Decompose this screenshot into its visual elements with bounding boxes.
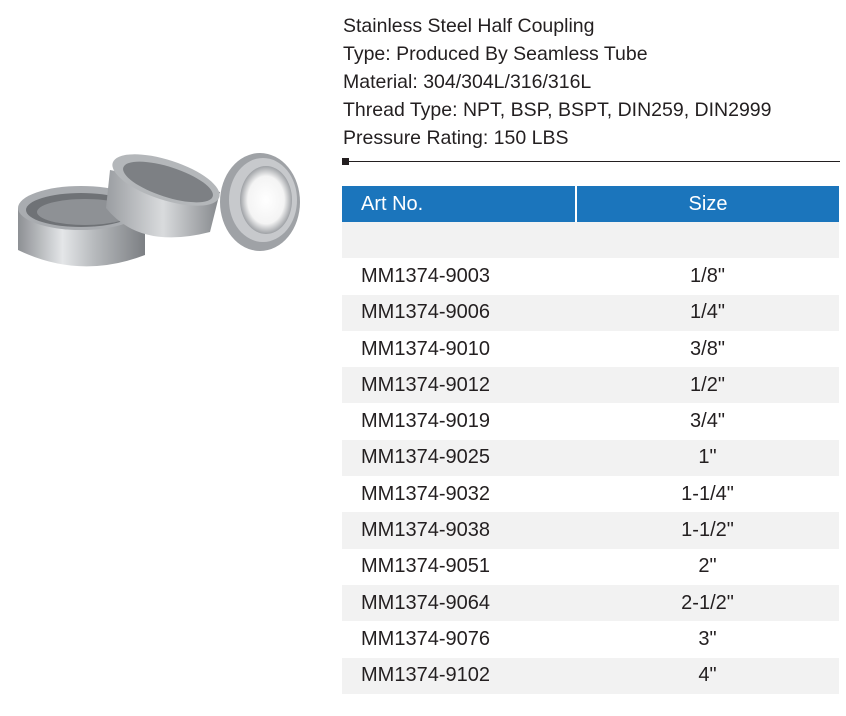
cell-art-no: MM1374-9076 [342, 621, 576, 657]
cell-size: 4" [576, 658, 839, 694]
cell-art-no: MM1374-9064 [342, 585, 576, 621]
cell-size: 1/4" [576, 295, 839, 331]
cell-art-no: MM1374-9032 [342, 476, 576, 512]
cell-size: 1/8" [576, 258, 839, 294]
header-art-no: Art No. [342, 186, 576, 222]
coupling-small [220, 153, 300, 251]
cell-size: 2" [576, 549, 839, 585]
product-title: Stainless Steel Half Coupling [343, 15, 595, 37]
product-thread-type: Thread Type: NPT, BSP, BSPT, DIN259, DIN2999 [343, 99, 772, 121]
table-body [342, 222, 839, 694]
cell-art-no: MM1374-9006 [342, 295, 576, 331]
header-size: Size [576, 186, 839, 222]
table-row [342, 403, 839, 439]
table-row [342, 476, 839, 512]
table-row [342, 295, 839, 331]
table-row [342, 331, 839, 367]
cell-size: 1-1/4" [576, 476, 839, 512]
cell-art-no: MM1374-9010 [342, 331, 576, 367]
cell-size: 1-1/2" [576, 512, 839, 548]
product-type: Type: Produced By Seamless Tube [343, 43, 648, 65]
size-table [342, 186, 839, 694]
table-row [342, 512, 839, 548]
cell-size: 2-1/2" [576, 585, 839, 621]
product-specs [343, 12, 843, 152]
coupling-medium [106, 150, 225, 237]
product-material: Material: 304/304L/316/316L [343, 71, 592, 93]
product-pressure-rating: Pressure Rating: 150 LBS [343, 127, 569, 149]
table-row [342, 222, 839, 258]
cell-art-no: MM1374-9051 [342, 549, 576, 585]
cell-art-no: MM1374-9003 [342, 258, 576, 294]
table-row [342, 367, 839, 403]
cell-art-no: MM1374-9012 [342, 367, 576, 403]
section-divider [343, 161, 840, 162]
table-row [342, 549, 839, 585]
cell-size: 1/2" [576, 367, 839, 403]
table-row [342, 440, 839, 476]
cell-art-no: MM1374-9102 [342, 658, 576, 694]
table-row [342, 621, 839, 657]
table-header-row [342, 186, 839, 222]
cell-art-no: MM1374-9025 [342, 440, 576, 476]
cell-size: 3/4" [576, 403, 839, 439]
cell-art-no [342, 222, 576, 258]
table-row [342, 258, 839, 294]
cell-size: 1" [576, 440, 839, 476]
cell-art-no: MM1374-9038 [342, 512, 576, 548]
table-row [342, 658, 839, 694]
cell-art-no: MM1374-9019 [342, 403, 576, 439]
product-photo-couplings [10, 150, 310, 280]
cell-size [576, 222, 839, 258]
cell-size: 3/8" [576, 331, 839, 367]
table-row [342, 585, 839, 621]
cell-size: 3" [576, 621, 839, 657]
